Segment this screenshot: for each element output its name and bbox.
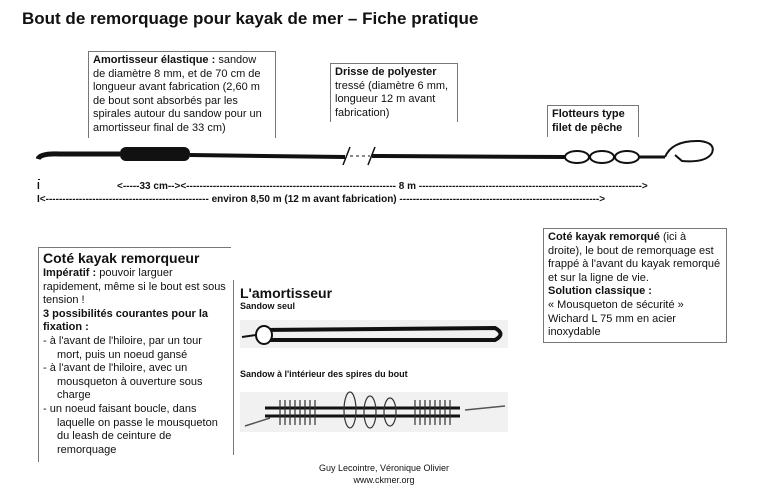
divider <box>233 280 234 455</box>
towline-diagram <box>0 135 768 180</box>
imperatif-label: Impératif : <box>43 267 97 279</box>
remorque-heading: Coté kayak remorqué <box>548 231 660 243</box>
shock-absorber <box>120 147 190 161</box>
label-flotteurs <box>547 105 639 137</box>
carabiner-icon <box>665 141 713 161</box>
solution-heading: Solution classique : <box>548 285 652 298</box>
remorqueur-box <box>38 247 231 462</box>
dimension-start-mark: I <box>37 181 40 192</box>
sandow-coil-illustration <box>240 388 508 433</box>
list-item: - à l'avant de l'hiloire, par un tour mort, puis un noeud gansé <box>43 334 202 361</box>
footer-authors: Guy Lecointre, Véronique Olivier <box>318 463 450 473</box>
remorque-text: (ici à droite), le bout de remorquage est frappé à l'avant du kayak remorqué et sur la ligne de vie. <box>548 231 721 284</box>
label-drisse-bold: Drisse de polyester <box>335 66 437 78</box>
dimension-33cm-8m: <-----33 cm--><--------------------------------------------------------------- 8 m -------------------------------------------------------------------> <box>117 181 648 192</box>
amortisseur-heading: L'amortisseur <box>240 285 333 301</box>
remorqueur-heading: Coté kayak remorqueur <box>43 250 200 266</box>
dimension-total: I<------------------------------------------------- environ 8,50 m (12 m avant fabrication) ------------------------------------------------------------> <box>37 194 606 205</box>
page-title: Bout de remorquage pour kayak de mer – Fiche pratique <box>22 9 479 28</box>
list-item: - à l'avant de l'hiloire, avec un mousqueton à ouverture sous charge <box>43 362 203 402</box>
caption-sandow-spires: Sandow à l'intérieur des spires du bout <box>240 369 408 379</box>
label-amortisseur-text: sandow de diamètre 8 mm, et de 70 cm de longueur avant fabrication (2,60 m de bout sont absorbés par les spirales autour du sandow pour un amortisseur final de 33 cm) <box>93 54 262 134</box>
sandow-loop-illustration <box>240 320 508 348</box>
footer-website: www.ckmer.org <box>353 475 415 485</box>
imperatif-text: pouvoir larguer rapidement, même si le bout est sous tension ! <box>43 267 226 307</box>
towline-segment <box>190 155 345 157</box>
list-item: - un noeud faisant boucle, dans laquelle on passe le mousqueton du leash de ceinture de remorquage <box>43 402 218 456</box>
towline-start <box>38 154 120 159</box>
possibilites-heading: 3 possibilités courantes pour la fixation : <box>43 307 209 334</box>
floats-icon <box>565 151 639 163</box>
label-flotteurs-bold: Flotteurs type filet de pêche <box>552 108 625 134</box>
remorque-box <box>543 228 727 343</box>
label-amortisseur <box>88 51 276 138</box>
solution-text: « Mousqueton de sécurité » Wichard L 75 mm en acier inoxydable <box>548 298 684 339</box>
label-drisse <box>330 63 458 122</box>
caption-sandow-seul: Sandow seul <box>240 301 296 311</box>
label-amortisseur-bold: Amortisseur élastique : <box>93 54 216 66</box>
label-drisse-text: tressé (diamètre 6 mm, longueur 12 m avant fabrication) <box>335 79 449 119</box>
